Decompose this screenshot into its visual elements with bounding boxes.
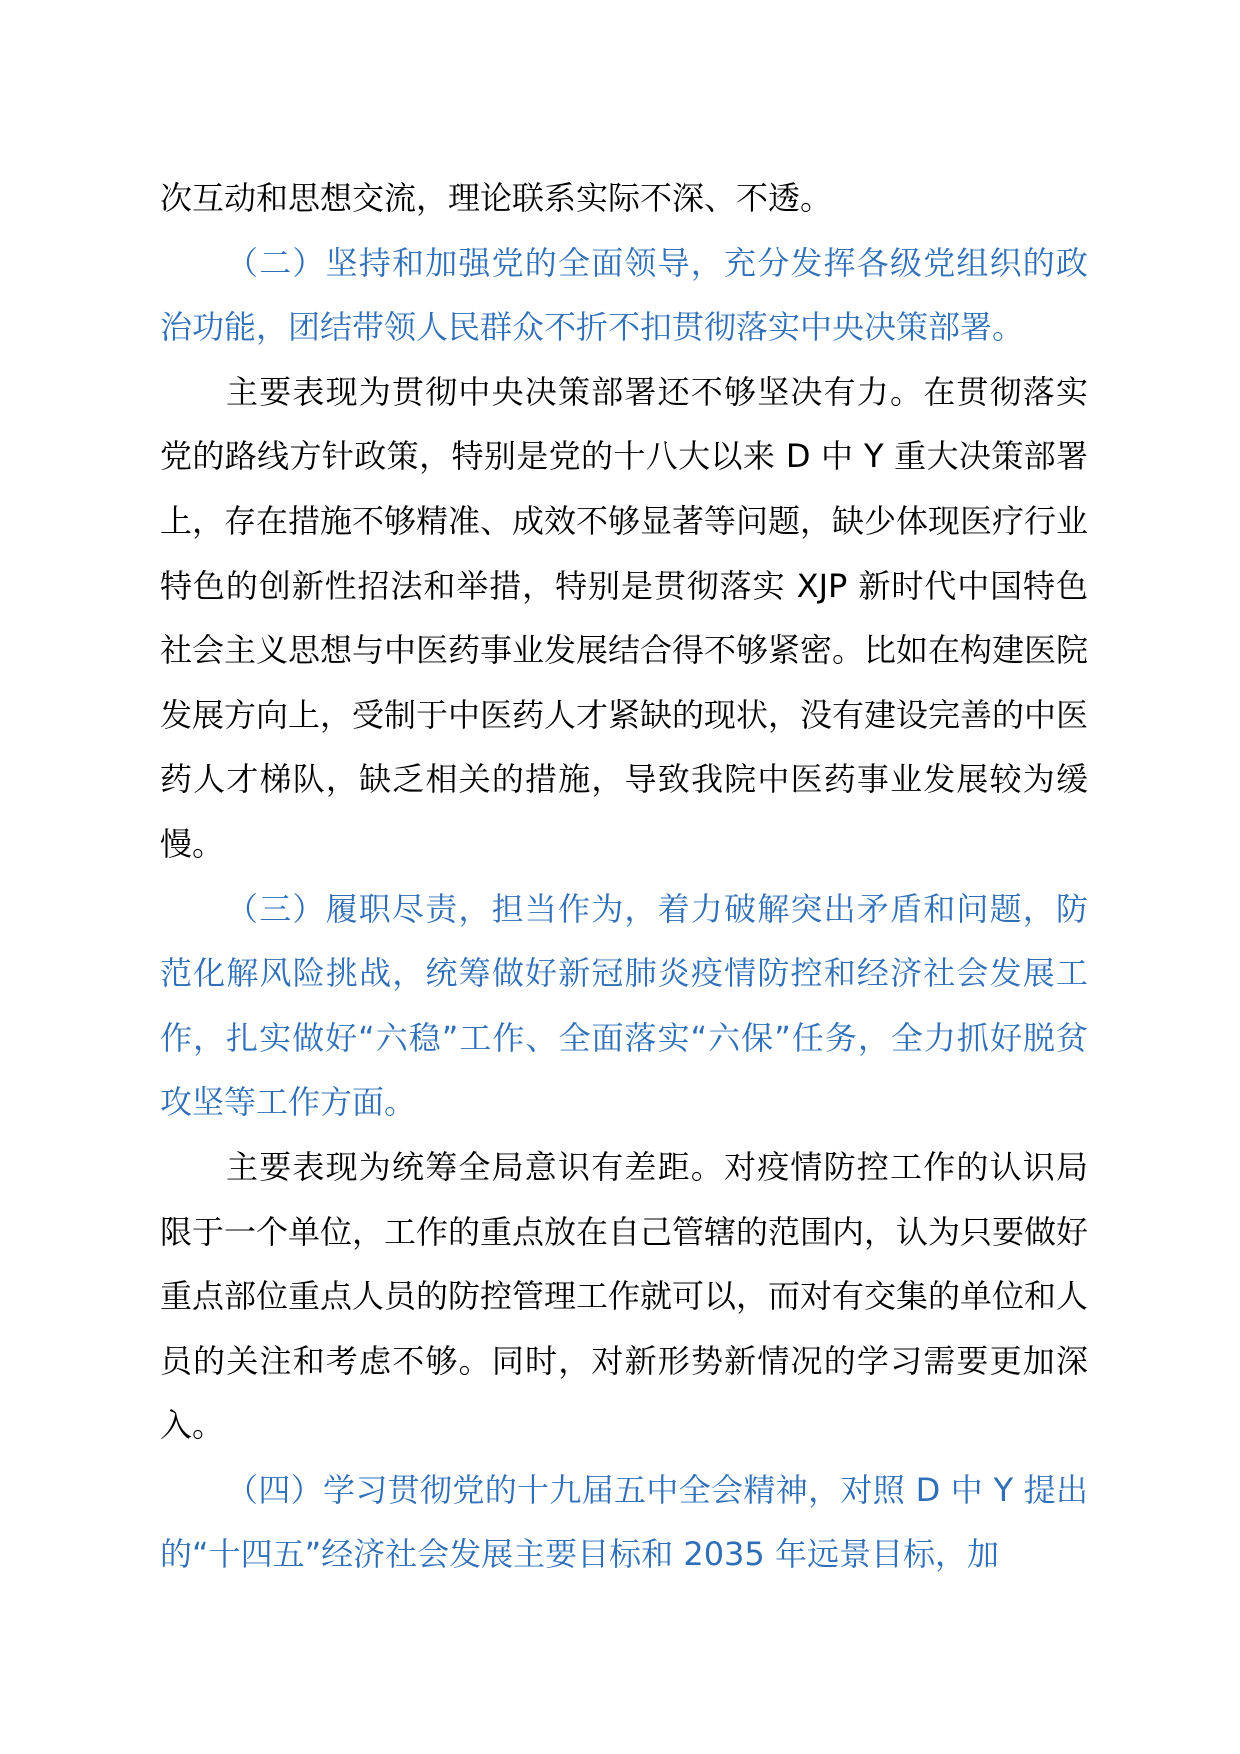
section-heading-3: （三）履职尽责，担当作为，着力破解突出矛盾和问题，防范化解风险挑战，统筹做好新冠肺炎疫情防控和经济社会发展工作，扎实做好“六稳”工作、全面落实“六保”任务，全力抓好脱贫攻坚等工作方面。 [160,889,1088,1122]
body-paragraph-overall-awareness: 主要表现为统筹全局意识有差距。对疫情防控工作的认识局限于一个单位，工作的重点放在自己管辖的范围内，认为只要做好重点部位重点人员的防控管理工作就可以，而对有交集的单位和人员的关注和考虑不够。同时，对新形势新情况的学习需要更加深入。 [160,1147,1089,1445]
paragraph-continuation: 次互动和思想交流，理论联系实际不深、不透。 [160,179,833,217]
body-paragraph-implementation: 主要表现为贯彻中央决策部署还不够坚决有力。在贯彻落实党的路线方针政策，特别是党的十八大以来 D 中 Y 重大决策部署上，存在措施不够精准、成效不够显著等问题，缺少体现医疗行业特色的创新性招法和举措，特别是贯彻落实 XJP 新时代中国特色社会主义思想与中医药事业发展结合得不够紧密。比如在构建医院发展方向上，受制于中医药人才紧缺的现状，没有建设完善的中医药人才梯队，缺乏相关的措施，导致我院中医药事业发展较为缓慢。 [160,372,1089,863]
section-heading-2: （二）坚持和加强党的全面领导，充分发挥各级党组织的政治功能，团结带领人民群众不折不扣贯彻落实中央决策部署。 [160,243,1088,347]
section-heading-4: （四）学习贯彻党的十九届五中全会精神，对照 D 中 Y 提出的“十四五”经济社会发展主要目标和 2035 年远景目标，加 [160,1470,1088,1574]
document-body [160,166,1088,1587]
